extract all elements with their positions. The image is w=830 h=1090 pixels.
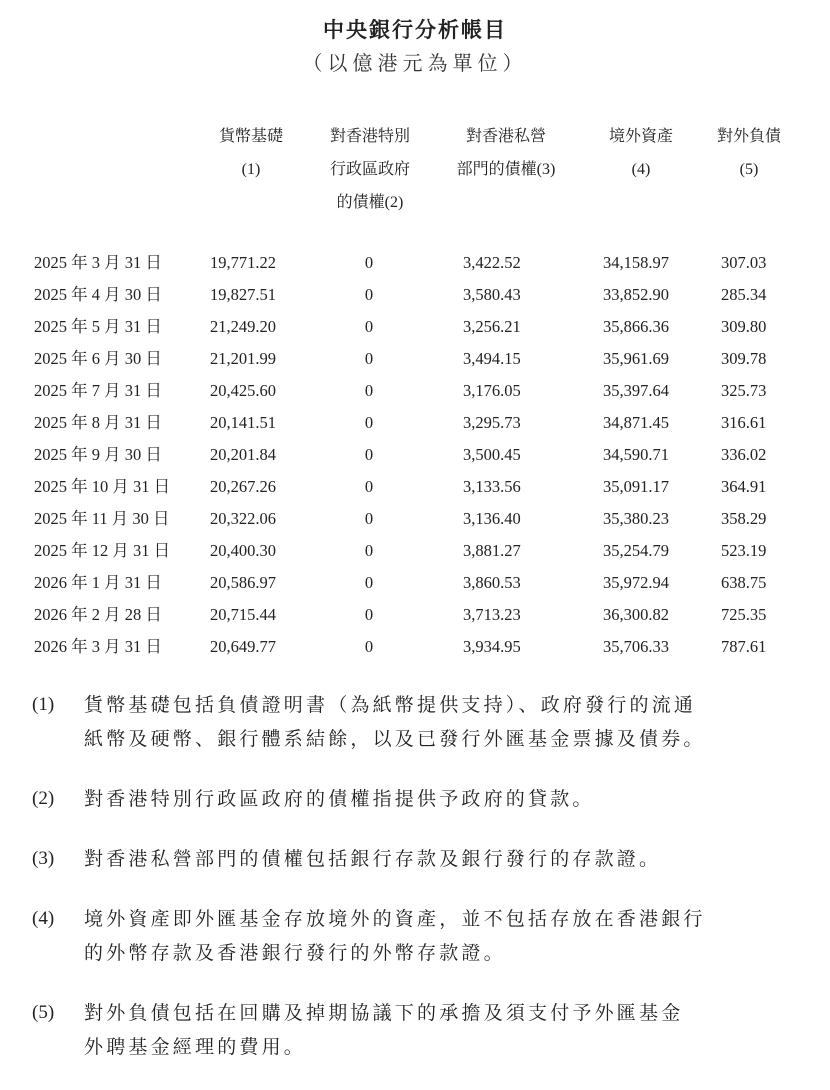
cell-monetary-base: 19,771.22 bbox=[210, 253, 276, 272]
cell-foreign-assets: 35,972.94 bbox=[603, 573, 669, 592]
cell-claims-private: 3,713.23 bbox=[463, 605, 521, 624]
column-header-foreign-liabilities: 對外負債 (5) bbox=[716, 128, 781, 178]
cell-claims-private: 3,256.21 bbox=[463, 317, 521, 336]
row-date: 2025 年 11 月 30 日 bbox=[34, 509, 170, 528]
row-date: 2026 年 1 月 31 日 bbox=[34, 573, 162, 592]
table-row bbox=[0, 407, 830, 439]
cell-foreign-assets: 35,254.79 bbox=[603, 541, 669, 560]
data-table-body bbox=[0, 247, 830, 663]
cell-monetary-base: 20,267.26 bbox=[210, 477, 276, 496]
cell-claims-government: 0 bbox=[364, 573, 374, 592]
footnote-text bbox=[84, 996, 683, 1064]
footnote-line: 外聘基金經理的費用。 bbox=[84, 1036, 307, 1058]
footnote-text bbox=[84, 782, 595, 816]
document-title: 中央銀行分析帳目 bbox=[323, 18, 507, 42]
row-date: 2025 年 4 月 30 日 bbox=[34, 285, 162, 304]
cell-claims-private: 3,934.95 bbox=[463, 637, 521, 656]
table-row bbox=[0, 567, 830, 599]
row-date: 2025 年 5 月 31 日 bbox=[34, 317, 162, 336]
cell-foreign-assets: 35,380.23 bbox=[603, 509, 669, 528]
footnote-number: (1) bbox=[32, 694, 55, 715]
cell-claims-government: 0 bbox=[364, 413, 374, 432]
column-header-claims-government: 對香港特別 行政區政府 的債權(2) bbox=[329, 128, 410, 211]
table-row bbox=[0, 375, 830, 407]
cell-claims-private: 3,860.53 bbox=[463, 573, 521, 592]
footnote-line: 紙幣及硬幣、銀行體系結餘，以及已發行外匯基金票據及債券。 bbox=[84, 728, 706, 750]
table-row bbox=[0, 279, 830, 311]
table-row bbox=[0, 343, 830, 375]
cell-claims-government: 0 bbox=[364, 477, 374, 496]
cell-monetary-base: 20,715.44 bbox=[210, 605, 276, 624]
cell-claims-private: 3,295.73 bbox=[463, 413, 521, 432]
cell-claims-private: 3,176.05 bbox=[463, 381, 521, 400]
footnote-line: 對香港特別行政區政府的債權指提供予政府的貸款。 bbox=[84, 788, 595, 810]
cell-claims-government: 0 bbox=[364, 445, 374, 464]
cell-foreign-assets: 34,590.71 bbox=[603, 445, 669, 464]
row-date: 2026 年 3 月 31 日 bbox=[34, 637, 162, 656]
footnote-number: (2) bbox=[32, 788, 55, 809]
row-date: 2025 年 9 月 30 日 bbox=[34, 445, 162, 464]
unit-subtitle: （以億港元為單位） bbox=[302, 51, 528, 75]
cell-claims-government: 0 bbox=[364, 253, 374, 272]
cell-foreign-liabilities: 638.75 bbox=[721, 573, 767, 592]
cell-foreign-liabilities: 358.29 bbox=[721, 509, 767, 528]
footnote-5 bbox=[32, 996, 802, 1064]
cell-claims-government: 0 bbox=[364, 317, 374, 336]
row-date: 2026 年 2 月 28 日 bbox=[34, 605, 162, 624]
table-row bbox=[0, 439, 830, 471]
footnote-line: 的外幣存款及香港銀行發行的外幣存款證。 bbox=[84, 942, 506, 964]
column-header-monetary-base: 貨幣基礎 (1) bbox=[218, 128, 283, 178]
cell-foreign-assets: 35,961.69 bbox=[603, 349, 669, 368]
cell-claims-government: 0 bbox=[364, 509, 374, 528]
cell-claims-government: 0 bbox=[364, 381, 374, 400]
column-header-claims-private: 對香港私營 部門的債權(3) bbox=[456, 128, 556, 178]
cell-foreign-assets: 36,300.82 bbox=[603, 605, 669, 624]
column-header-foreign-assets: 境外資產 (4) bbox=[608, 128, 673, 178]
footnotes bbox=[32, 688, 802, 1090]
cell-foreign-liabilities: 316.61 bbox=[721, 413, 767, 432]
footnote-number: (3) bbox=[32, 848, 55, 869]
document-header bbox=[0, 14, 830, 78]
row-date: 2025 年 10 月 31 日 bbox=[34, 477, 171, 496]
cell-monetary-base: 20,141.51 bbox=[210, 413, 276, 432]
cell-claims-government: 0 bbox=[364, 285, 374, 304]
cell-monetary-base: 20,649.77 bbox=[210, 637, 276, 656]
cell-foreign-assets: 35,866.36 bbox=[603, 317, 669, 336]
cell-monetary-base: 20,586.97 bbox=[210, 573, 276, 592]
footnote-text bbox=[84, 688, 706, 756]
footnote-line: 貨幣基礎包括負債證明書（為紙幣提供支持）、政府發行的流通 bbox=[84, 694, 697, 716]
table-row bbox=[0, 311, 830, 343]
cell-claims-private: 3,580.43 bbox=[463, 285, 521, 304]
cell-claims-private: 3,422.52 bbox=[463, 253, 521, 272]
table-row bbox=[0, 535, 830, 567]
table-row bbox=[0, 599, 830, 631]
footnote-line: 對香港私營部門的債權包括銀行存款及銀行發行的存款證。 bbox=[84, 848, 662, 870]
cell-claims-private: 3,136.40 bbox=[463, 509, 521, 528]
cell-monetary-base: 20,425.60 bbox=[210, 381, 276, 400]
footnote-number: (5) bbox=[32, 1002, 55, 1023]
cell-claims-private: 3,494.15 bbox=[463, 349, 521, 368]
cell-foreign-liabilities: 309.78 bbox=[721, 349, 767, 368]
cell-monetary-base: 20,322.06 bbox=[210, 509, 276, 528]
table-row bbox=[0, 247, 830, 279]
row-date: 2025 年 12 月 31 日 bbox=[34, 541, 171, 560]
cell-monetary-base: 20,400.30 bbox=[210, 541, 276, 560]
footnote-3 bbox=[32, 842, 802, 876]
table-row bbox=[0, 471, 830, 503]
footnote-text bbox=[84, 842, 661, 876]
cell-monetary-base: 19,827.51 bbox=[210, 285, 276, 304]
cell-claims-government: 0 bbox=[364, 541, 374, 560]
footnote-number: (4) bbox=[32, 908, 55, 929]
cell-claims-private: 3,133.56 bbox=[463, 477, 521, 496]
cell-claims-private: 3,881.27 bbox=[463, 541, 521, 560]
cell-foreign-assets: 33,852.90 bbox=[603, 285, 669, 304]
cell-claims-government: 0 bbox=[364, 349, 374, 368]
cell-foreign-liabilities: 523.19 bbox=[721, 541, 767, 560]
cell-claims-government: 0 bbox=[364, 637, 374, 656]
cell-claims-government: 0 bbox=[364, 605, 374, 624]
cell-foreign-assets: 35,091.17 bbox=[603, 477, 669, 496]
cell-foreign-liabilities: 336.02 bbox=[721, 445, 767, 464]
table-row bbox=[0, 631, 830, 663]
cell-foreign-liabilities: 787.61 bbox=[721, 637, 767, 656]
cell-monetary-base: 20,201.84 bbox=[210, 445, 276, 464]
row-date: 2025 年 7 月 31 日 bbox=[34, 381, 162, 400]
cell-claims-private: 3,500.45 bbox=[463, 445, 521, 464]
cell-foreign-liabilities: 309.80 bbox=[721, 317, 767, 336]
cell-foreign-assets: 34,871.45 bbox=[603, 413, 669, 432]
footnote-2 bbox=[32, 782, 802, 816]
cell-foreign-liabilities: 325.73 bbox=[721, 381, 767, 400]
cell-foreign-liabilities: 725.35 bbox=[721, 605, 767, 624]
cell-foreign-liabilities: 285.34 bbox=[721, 285, 767, 304]
cell-monetary-base: 21,201.99 bbox=[210, 349, 276, 368]
cell-foreign-liabilities: 307.03 bbox=[721, 253, 767, 272]
cell-monetary-base: 21,249.20 bbox=[210, 317, 276, 336]
footnote-line: 對外負債包括在回購及掉期協議下的承擔及須支付予外匯基金 bbox=[84, 1002, 684, 1024]
row-date: 2025 年 3 月 31 日 bbox=[34, 253, 162, 272]
footnote-text bbox=[84, 902, 706, 970]
footnote-4 bbox=[32, 902, 802, 970]
footnote-line: 境外資產即外匯基金存放境外的資產，並不包括存放在香港銀行 bbox=[84, 908, 706, 930]
table-row bbox=[0, 503, 830, 535]
row-date: 2025 年 6 月 30 日 bbox=[34, 349, 162, 368]
cell-foreign-assets: 35,397.64 bbox=[603, 381, 669, 400]
cell-foreign-assets: 34,158.97 bbox=[603, 253, 669, 272]
footnote-1 bbox=[32, 688, 802, 756]
cell-foreign-liabilities: 364.91 bbox=[721, 477, 767, 496]
cell-foreign-assets: 35,706.33 bbox=[603, 637, 669, 656]
row-date: 2025 年 8 月 31 日 bbox=[34, 413, 162, 432]
